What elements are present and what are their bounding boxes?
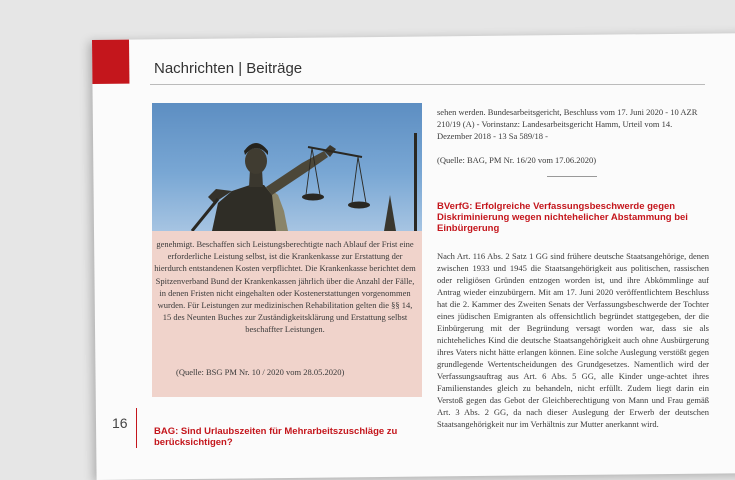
section-color-tab <box>92 40 129 84</box>
left-article-text <box>154 238 416 336</box>
justitia-statue-illustration <box>152 103 422 231</box>
justitia-photo <box>152 103 422 231</box>
article-headline: BVerfG: Erfolgreiche Verfassungsbeschwerde gegen Diskriminierung wegen nichtehelicher Abstammung bei Einbürgerung <box>437 201 688 234</box>
next-article-headline: BAG: Sind Urlaubszeiten für Mehrarbeitszuschläge zu berücksichtigen? <box>154 426 398 448</box>
article-body <box>437 250 709 430</box>
right-source-citation: (Quelle: BAG, PM Nr. 16/20 vom 17.06.2020) <box>437 155 597 165</box>
left-article-paragraph: genehmigt. Beschaffen sich Leistungsberechtigte nach Ablauf der Frist eine erforderliche Leistung selbst, ist die Krankenkasse zur Erstattung der hierdurch entstandenen Kosten verpflichtet. Die Krankenkasse berichtet dem Spitzenverband Bund der Krankenkassen jährlich über die Anzahl der Fälle, in denen Fristen nicht eingehalten oder Kostenerstattungen vorgenommen wurden. Für Leistungen zur medizinischen Rehabilitation gelten die §§ 14, 15 des Neunten Buches zur Zuständigkeitsklärung und Erstattung selbst beschaffter Leistungen. <box>154 239 416 335</box>
article-separator-rule <box>547 176 597 177</box>
header-section: Nachrichten <box>154 60 235 77</box>
header-subsection: Beiträge <box>246 60 303 77</box>
header-rule <box>150 84 705 85</box>
page-number-divider <box>136 408 137 448</box>
page-header <box>154 60 302 77</box>
article-body-paragraph: Nach Art. 116 Abs. 2 Satz 1 GG sind frühere deutsche Staatsangehörige, denen zwischen 1933 und 1945 die Staatsangehörigkeit aus politischen, rassischen oder religiösen Gründen entzogen worden ist, und ihre Abkömmlinge auf Antrag wieder einzubürgern. Mit am 17. Juni 2020 veröffentlichtem Beschluss hat die 2. Kammer des Zweiten Senats der Verfassungsbeschwerde der Tochter eines jüdischen Emigranten als offensichtlich begründet stattgegeben, der die Einbürgerung mit der Begründung versagt worden war, dass sie als nichteheliches Kind die deutsche Staatsangehörigkeit auch ohne Ausbürgerung ihres Vaters nicht hätte erlangen können. Eine solche Auslegung verstößt gegen grundlegende Wertentscheidungen des Grundgesetzes. Namentlich wird der Verfassungsauftrag aus Art. 6 Abs. 5 GG, alle Kinder unge-achtet ihres Familienstandes gleich zu behandeln, nicht erfüllt. Zudem liegt darin ein Verstoß gegen das Gebot der Gleichberechtigung von Mann und Frau gemäß Art. 3 Abs. 2 GG, da nach dieser Auslegung der Erwerb der deutschen Staatsangehörigkeit nur im Verhältnis zur Mutter anerkannt wird. <box>437 251 709 429</box>
left-source-citation: (Quelle: BSG PM Nr. 10 / 2020 vom 28.05.2020) <box>176 367 345 377</box>
right-continuation-text: sehen werden. Bundesarbeitsgericht, Beschluss vom 17. Juni 2020 - 10 AZR 210/19 (A) - Vorinstanz: Landesarbeitsgericht Hamm, Urteil vom 14. Dezember 2018 - 13 Sa 589/18 - <box>437 107 698 141</box>
header-separator: | <box>234 60 247 77</box>
page-number: 16 <box>112 415 128 431</box>
